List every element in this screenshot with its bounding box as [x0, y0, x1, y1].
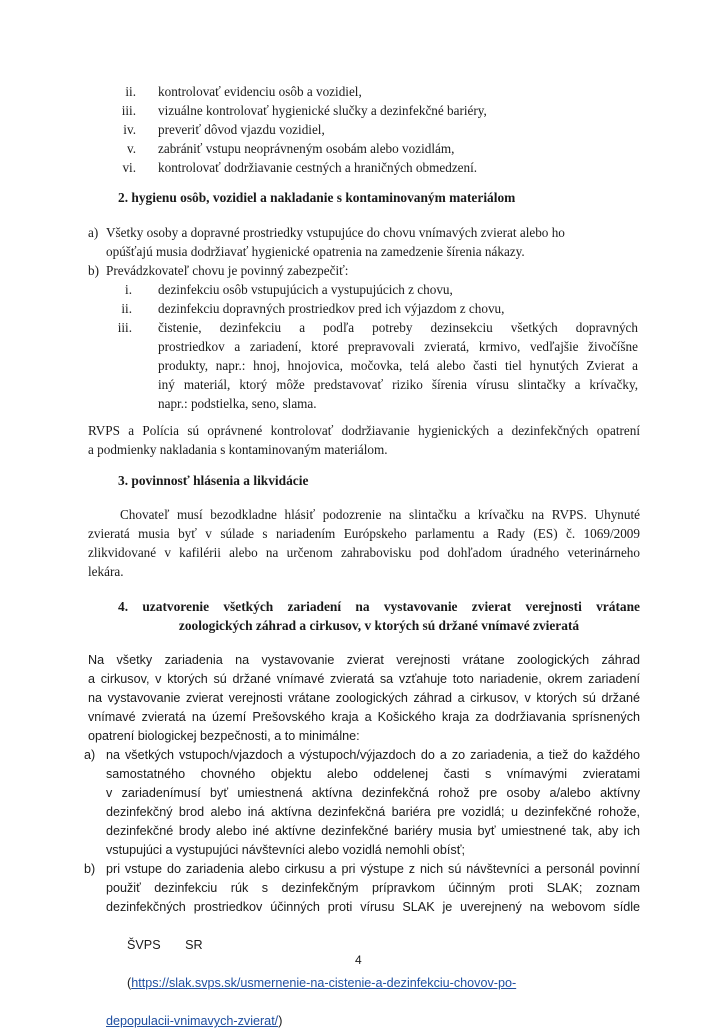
- document-page: ii. kontrolovať evidenciu osôb a vozidiel, iii. vizuálne kontrolovať hygienické slučky a dezinfekčné bariéry, iv. preveriť dôvod vjazdu vozidiel, v. zabrániť vstupu neoprávneným osobám alebo vozidlám, vi. kontrolovať dodržiavanie cestných a hraničných obmedzení. 2. hygienu osôb, vozidiel a nakladanie s kontaminovaným materiálom a) Všetky osoby a dopravné prostriedky vstupujúce do chovu vnímavých zvierat alebo ho opúšťajú musia dodržiavať hygienické opatrenia na zamedzenie šírenia nákazy. b) Prevádzkovateľ chovu je povinný zabezpečiť: i. dezinfekciu osôb vstupujúcich a vystupujúcich z chovu, ii. dezinfekciu dopravných prostriedkov pred ich výjazdom z chovu, iii. čistenie, dezinfekciu a podľa potreby dezinsekciu všetkých dopravných prostriedkov a zariadení, ktoré prepravovali zvieratá, krmivo, vedľajšie živočíšne produkty, napr.: hnoj, hnojovica, močovka, telá alebo časti tiel hynutých Zvierat a iný materiál, ktorý môže predstavovať riziko šírenia vírusu slintačky a krívačky, napr.: podstielka, seno, slama. RVPS a Polícia sú oprávnené kontrolovať dodržiavanie hygienických a dezinfekčných opatrení a podmienky nakladania s kontaminovaným materiálom. 3. povinnosť hlásenia a likvidácie Chovateľ musí bezodkladne hlásiť podozrenie na slintačku a krívačku na RVPS. Uhynuté zvieratá musia byť v súlade s nariadením Európskeho parlamentu a Rady (ES) č. 1069/2009 zlikvidované v kafilérii alebo na určenom zahrabovisku pod dohľadom úradného veterinárneho lekára. 4. uzatvorenie všetkých zariadení na vystavovanie zvierat verejnosti vrátane zoologických záhrad a cirkusov, v ktorých sú držané vnímavé zvieratá Na všetky zariadenia na vystavovanie zvierat verejnosti vrátane zoologických záhrad a cirkusov, v ktorých sú držané vnímavé zvieratá sa vzťahuje toto nariadenie, okrem zariadení na vystavovanie zvierat verejnosti vrátane zoologických záhrad a cirkusov, v ktorých sú držané vnímavé zvieratá na území Prešovského kraja a Košického kraja za dodržiavania sprísnených opatrení biologickej bezpečnosti, a to minimálne: a) na všetkých vstupoch/vjazdoch a výstupoch/výjazdoch do a zo zariadenia, a tiež do každého samostatného chovného objektu alebo oddelenej časti s vnímavými zvieratami v zariadenímusí byť umiestnená aktívna dezinfekčná rohož pre osoby a/alebo aktívny dezinfekčný brod alebo iná aktívna dezinfekčná bariéra pre vozidlá; u dezinfekčné rohože, dezinfekčné brody alebo iné aktívne dezinfekčné bariéry musia byť umiestnené tak, aby ich vstupujúci a vystupujúci návštevníci alebo vozidlá nemohli obísť; b) pri vstupe do zariadenia alebo cirkusu a pri výstupe z nich sú návštevníci a personál povinní použiť dezinfekciu rúk s dezinfekčným prípravkom účinným proti SLAK; zoznam dezinfekčných prostriedkov účinných proti vírusu SLAK je uverejnený na webovom sídle ŠVPS SR (https://slak.svps.sk/usmernenie-na-cistenie-a-dezinfekciu-chovov-po- depopulacii-vnimavych-zvierat/) 4: [0, 0, 725, 1024]
- section-2-note: RVPS a Polícia sú oprávnené kontrolovať dodržiavanie hygienických a dezinfekčných opatrení a podmienky nakladania s kontaminovaným materiálom.: [88, 423, 640, 457]
- section-2-heading: 2. hygienu osôb, vozidiel a nakladanie s kontaminovaným materiálom: [118, 190, 516, 205]
- section-4-intro: Na všetky zariadenia na vystavovanie zvierat verejnosti vrátane zoologických záhrad a cirkusov, v ktorých sú držané vnímavé zvieratá sa vzťahuje toto nariadenie, okrem zariadení na vystavovanie zvierat verejnosti vrátane zoologických záhrad a cirkusov, v ktorých sú držané vnímavé zvieratá na území Prešovského kraja a Košického kraja za dodržiavania sprísnených opatrení biologickej bezpečnosti, a to minimálne:: [88, 653, 640, 743]
- section-4-heading: 4. uzatvorenie všetkých zariadení na vystavovanie zvierat verejnosti vrátane zoologických záhrad a cirkusov, v ktorých sú držané vnímavé zvieratá: [118, 599, 640, 633]
- source-link[interactable]: https://slak.svps.sk/usmernenie-na-cistenie-a-dezinfekciu-chovov-po-: [131, 976, 517, 990]
- source-link-cont[interactable]: depopulacii-vnimavych-zvierat/: [106, 1014, 279, 1028]
- section-2-item-a-cont: opúšťajú musia dodržiavať hygienické opatrenia na zamedzenie šírenia nákazy.: [106, 244, 525, 259]
- section-4-item-b: pri vstupe do zariadenia alebo cirkusu a pri výstupe z nich sú návštevníci a personál povinní použiť dezinfekciu rúk s dezinfekčným prípravkom účinným proti SLAK; zoznam dezinfekčných prostriedkov účinných proti vírusu SLAK je uverejnený na webovom sídle ŠVPS SR (https://slak.svps.sk/usmernenie-na-cistenie-a-dezinfekciu-chovov-po- depopulacii-vnimavych-zvierat/): [106, 862, 640, 1028]
- section-4-item-a-label: a): [84, 748, 96, 762]
- page-number: 4: [355, 953, 362, 967]
- section-3-heading: 3. povinnosť hlásenia a likvidácie: [118, 473, 309, 488]
- section-4-item-b-label: b): [84, 862, 96, 876]
- list-item-text: čistenie, dezinfekciu a podľa potreby dezinsekciu všetkých dopravných prostriedkov a zariadení, ktoré prepravovali zvieratá, krmivo, vedľajšie živočíšne produkty, napr.: hnoj, hnojovica, močovka, telá alebo časti tiel hynutých Zvierat a iný materiál, ktorý môže predstavovať riziko šírenia vírusu slintačky a krívačky, napr.: podstielka, seno, slama.: [158, 320, 638, 411]
- section-4-item-a: na všetkých vstupoch/vjazdoch a výstupoch/výjazdoch do a zo zariadenia, a tiež do každého samostatného chovného objektu alebo oddelenej časti s vnímavými zvieratami v zariadenímusí byť umiestnená aktívna dezinfekčná rohož pre osoby a/alebo aktívny dezinfekčný brod alebo iná aktívna dezinfekčná bariéra pre vozidlá; u dezinfekčné rohože, dezinfekčné brody alebo iné aktívne dezinfekčné bariéry musia byť umiestnené tak, aby ich vstupujúci a vystupujúci návštevníci alebo vozidlá nemohli obísť;: [106, 748, 640, 857]
- section-3-body: Chovateľ musí bezodkladne hlásiť podozrenie na slintačku a krívačku na RVPS. Uhynuté zvieratá musia byť v súlade s nariadením Európskeho parlamentu a Rady (ES) č. 1069/2009 zlikvidované v kafilérii alebo na určenom zahrabovisku pod dohľadom úradného veterinárneho lekára.: [88, 507, 640, 579]
- source-line: ŠVPS SR (https://slak.svps.sk/usmernenie-na-cistenie-a-dezinfekciu-chovov-po-: [127, 938, 517, 990]
